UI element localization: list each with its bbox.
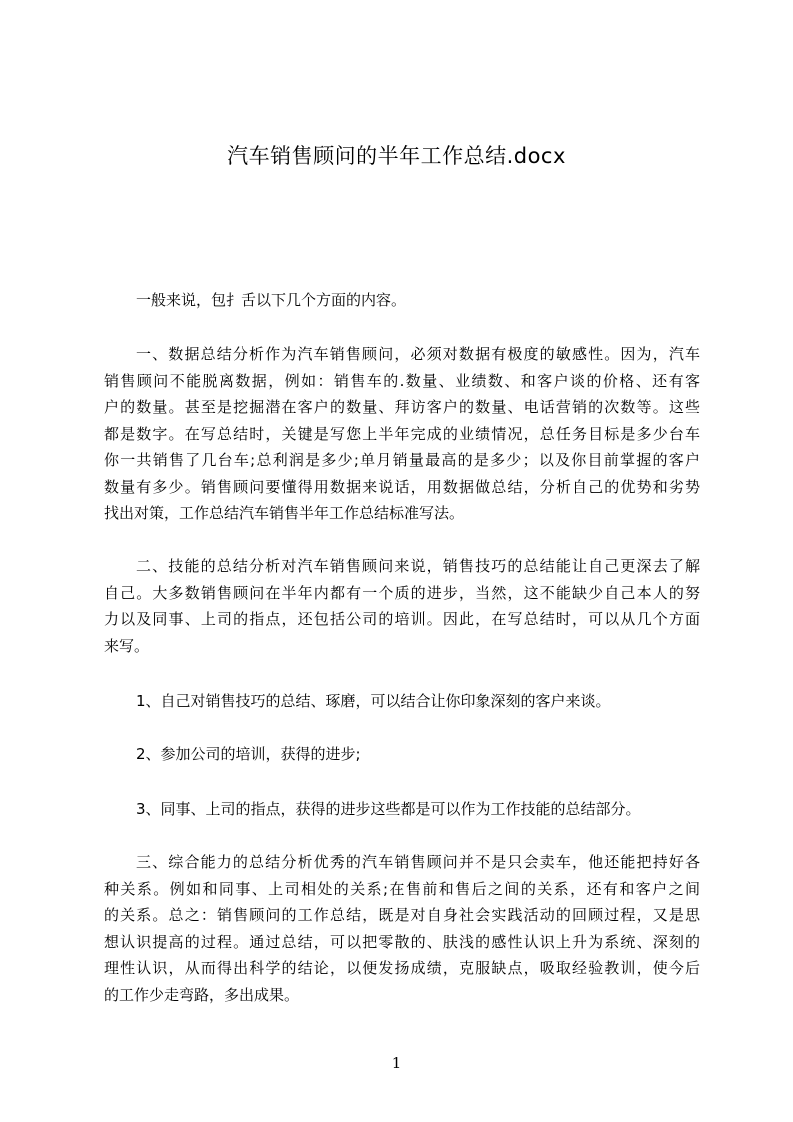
list-item: 3、同事、上司的指点，获得的进步这些都是可以作为工作技能的总结部分。 [136, 800, 641, 818]
section-2-line: 力以及同事、上司的指点，还包括公司的培训。因此，在写总结时，可以从几个方面 [104, 610, 700, 628]
section-1-line: 你一共销售了几台车;总利润是多少;单月销量最高的是多少；以及你目前掌握的客户 [104, 451, 700, 469]
document-title: 汽车销售顾问的半年工作总结.docx [227, 144, 566, 168]
section-3-line: 三、综合能力的总结分析优秀的汽车销售顾问并不是只会卖车，他还能把持好各 [136, 853, 700, 871]
page-number: 1 [391, 1054, 402, 1072]
list-item: 1、自己对销售技巧的总结、琢磨，可以结合让你印象深刻的客户来谈。 [136, 692, 611, 710]
section-3-paragraph [104, 849, 700, 1008]
section-1-line: 销售顾问不能脱离数据，例如：销售车的.数量、业绩数、和客户谈的价格、还有客 [104, 371, 700, 390]
section-3-line: 种关系。例如和同事、上司相处的关系;在售前和售后之间的关系，还有和客户之间 [104, 879, 700, 898]
section-3-line: 的关系。总之：销售顾问的工作总结，既是对自身社会实践活动的回顾过程，又是思 [104, 906, 700, 924]
section-1-line: 找出对策，工作总结汽车销售半年工作总结标准写法。 [104, 504, 465, 522]
section-2-line: 二、技能的总结分析对汽车销售顾问来说，销售技巧的总结能让自己更深去了解 [136, 557, 700, 575]
section-2-line: 来写。 [104, 636, 150, 655]
section-3-line: 想认识提高的过程。通过总结，可以把零散的、肤浅的感性认识上升为系统、深刻的 [104, 932, 700, 951]
section-1-line: 一、数据总结分析作为汽车销售顾问，必须对数据有极度的敏感性。因为，汽车 [136, 345, 700, 363]
section-1-line: 数量有多少。销售顾问要懂得用数据来说话，用数据做总结，分析自己的优势和劣势 [104, 477, 700, 496]
section-3-line: 的工作少走弯路，多出成果。 [104, 985, 300, 1004]
section-3-line: 理性认识，从而得出科学的结论，以便发扬成绩，克服缺点，吸取经验教训，使今后 [104, 959, 700, 977]
section-1-paragraph [104, 341, 700, 527]
intro-paragraph: 一般来说，包扌舌以下几个方面的内容。 [136, 291, 407, 309]
section-2-paragraph [104, 553, 700, 659]
section-1-line: 都是数字。在写总结时，关键是写您上半年完成的业绩情况，总任务目标是多少台车 [104, 424, 700, 443]
section-2-line: 自己。大多数销售顾问在半年内都有一个质的进步，当然，这不能缺少自己本人的努 [104, 583, 700, 602]
section-1-line: 户的数量。甚至是挖掘潜在客户的数量、拜访客户的数量、电话营销的次数等。这些 [104, 398, 700, 416]
list-item: 2、参加公司的培训，获得的进步; [136, 745, 361, 763]
